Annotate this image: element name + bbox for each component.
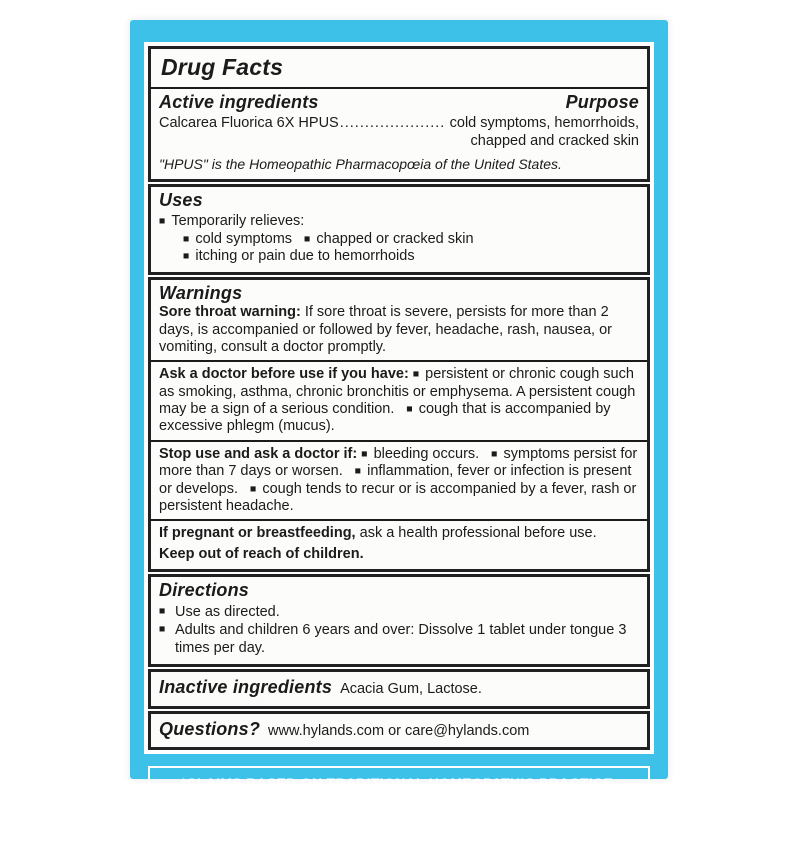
warnings-heading: Warnings — [159, 282, 243, 303]
warnings-separator-3 — [151, 519, 647, 521]
sore-throat-text: If sore throat is severe, persists for more than 2 days, is accompanied or followed by fever, headache, rash, nausea, or vomiting, consult a doctor promptly. — [159, 304, 612, 355]
pregnant-label: If pregnant or breastfeeding, — [159, 525, 356, 542]
keep-out-bold: Keep out of reach of children. — [159, 545, 364, 562]
claims-line-2: NOT ACCEPTED MEDICAL EVIDENCE. NOT FDA EVALUATED. — [184, 793, 614, 810]
pregnant-text: ask a health professional before use. — [359, 525, 597, 542]
uses-sub-row-1: ■ cold symptoms ■ chapped or cracked skin — [183, 230, 474, 247]
purpose-text-line2: chapped and cracked skin — [470, 132, 639, 149]
active-heading-row — [159, 92, 639, 114]
dotted-leader — [340, 115, 445, 132]
drug-facts-card — [144, 42, 654, 754]
section-title-active — [148, 46, 650, 182]
ingredient-name: Calcarea Fluorica 6X HPUS — [159, 115, 339, 132]
section-questions — [148, 711, 650, 751]
uses-intro: ■ Temporarily relieves: — [159, 213, 305, 230]
claims-line-1: *CLAIMS BASED ON TRADITIONAL HOMEOPATHIC PRACTICE, — [180, 775, 618, 792]
warnings-separator-2 — [151, 440, 647, 442]
hpus-note: "HPUS" is the Homeopathic Pharmacopœia of the United States. — [159, 155, 562, 172]
stop-use-items: ■ bleeding occurs. ■ symptoms persist for more than 7 days or worsen. ■ inflammation, fever or infection is present or develops. ■ cough tends to recur or is accompanied by a fever, rash or persistent headache. — [159, 445, 638, 515]
warnings-separator-1 — [151, 360, 647, 362]
stop-use-paragraph — [159, 446, 639, 516]
active-ingredients-heading: Active ingredients — [159, 91, 319, 112]
section-directions — [148, 574, 650, 667]
ingredient-row — [159, 115, 639, 132]
inactive-ingredients-text: Acacia Gum, Lactose. — [340, 680, 482, 697]
uses-heading: Uses — [159, 189, 203, 210]
ask-doctor-items: ■ persistent or chronic cough such as smoking, asthma, chronic bronchitis or emphysema. A persistent cough may be a sign of a serious condition. ■ cough that is accompanied by excessive phlegm (mucus). — [159, 366, 636, 435]
section-uses — [148, 184, 650, 275]
questions-contact-text: www.hylands.com or care@hylands.com — [268, 722, 530, 739]
sore-throat-label: Sore throat warning: — [159, 304, 301, 321]
keep-out-text — [159, 546, 639, 563]
tamper-warning-text: DO NOT USE IF TAMPER-EVIDENT SEAL IS BROKEN OR MISSING. — [168, 831, 630, 847]
uses-sub-row-2: ■ itching or pain due to hemorrhoids — [183, 248, 415, 265]
section-inactive-ingredients — [148, 669, 650, 709]
drug-facts-title: Drug Facts — [161, 54, 284, 80]
claims-box — [148, 766, 650, 820]
directions-heading: Directions — [159, 580, 250, 601]
section-warnings — [148, 277, 650, 573]
purpose-heading: Purpose — [565, 91, 639, 112]
pregnant-paragraph — [159, 525, 639, 542]
questions-heading: Questions? — [159, 718, 261, 739]
ask-doctor-paragraph — [159, 366, 639, 436]
product-back-panel — [130, 20, 668, 847]
stop-use-label: Stop use and ask a doctor if: — [159, 445, 358, 462]
purpose-text-line1: cold symptoms, hemorrhoids, — [449, 115, 639, 132]
inactive-ingredients-heading: Inactive ingredients — [159, 676, 333, 697]
sore-throat-paragraph — [159, 304, 639, 356]
directions-list: ■ Use as directed. ■ Adults and children 6 years and over: Dissolve 1 tablet under tongue 3 times per day. — [159, 603, 627, 656]
title-rule — [151, 87, 647, 89]
ask-doctor-label: Ask a doctor before use if you have: — [159, 366, 409, 383]
